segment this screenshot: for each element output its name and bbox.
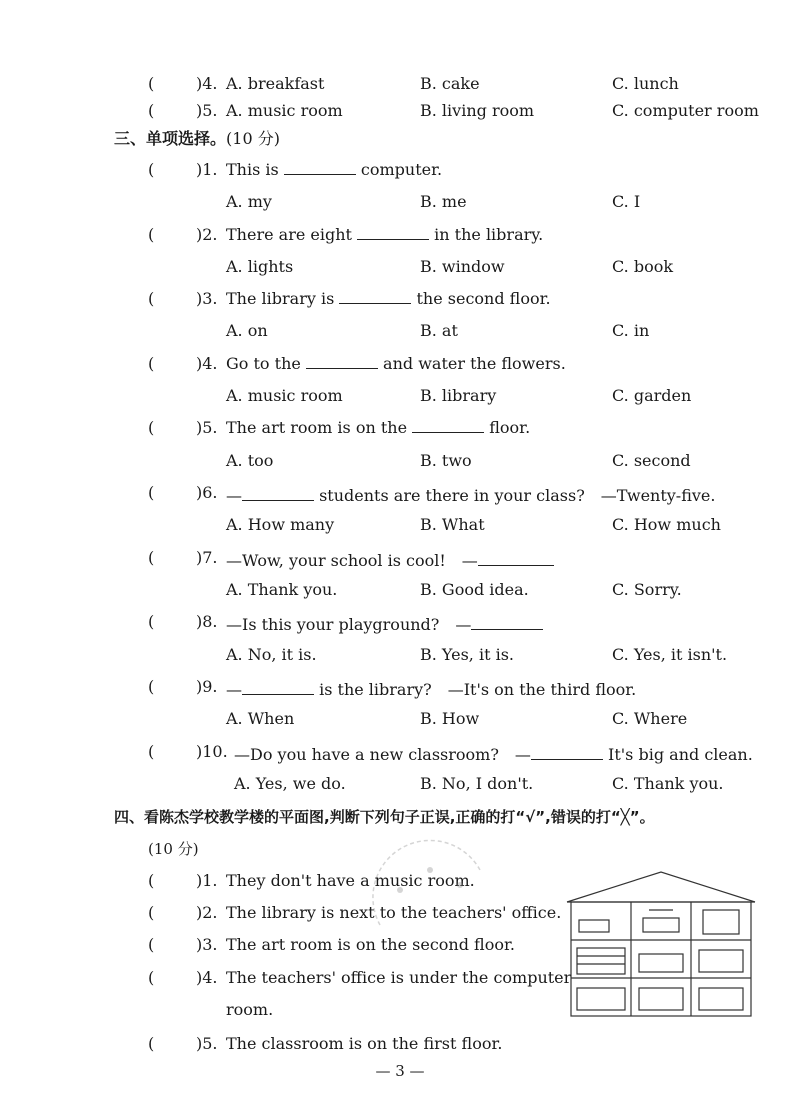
stamp-watermark-icon bbox=[360, 830, 500, 940]
answer-blank[interactable] bbox=[531, 745, 603, 760]
answer-blank[interactable] bbox=[242, 486, 314, 501]
question-number: )4. bbox=[196, 968, 218, 987]
question-number: )5. bbox=[196, 418, 218, 437]
section-score: (10 分) bbox=[148, 840, 199, 858]
answer-paren[interactable]: ( bbox=[148, 289, 155, 308]
option-a: A. too bbox=[226, 451, 274, 470]
question-number: )7. bbox=[196, 548, 218, 567]
answer-blank[interactable] bbox=[339, 289, 411, 304]
option-b: B. living room bbox=[420, 101, 535, 120]
option-a: A. on bbox=[226, 321, 268, 340]
answer-paren[interactable]: ( bbox=[148, 871, 155, 890]
question-number: )4. bbox=[196, 74, 218, 93]
option-b: B. window bbox=[420, 257, 505, 276]
answer-paren[interactable]: ( bbox=[148, 935, 155, 954]
question-text: The library is the second floor. bbox=[226, 289, 551, 308]
answer-blank[interactable] bbox=[471, 615, 543, 630]
answer-blank[interactable] bbox=[306, 354, 378, 369]
section-score: (10 分) bbox=[226, 129, 280, 148]
option-a: A. Thank you. bbox=[226, 580, 338, 599]
answer-paren[interactable]: ( bbox=[148, 742, 155, 761]
page-number: — 3 — bbox=[375, 1062, 425, 1080]
option-a: A. How many bbox=[226, 515, 335, 534]
option-b: B. cake bbox=[420, 74, 480, 93]
statement-text: The library is next to the teachers' office. bbox=[226, 903, 562, 922]
option-c: C. second bbox=[612, 451, 691, 470]
answer-paren[interactable]: ( bbox=[148, 483, 155, 502]
option-b: B. Good idea. bbox=[420, 580, 529, 599]
option-b: B. library bbox=[420, 386, 497, 405]
option-c: C. in bbox=[612, 321, 650, 340]
question-text: Go to the and water the flowers. bbox=[226, 354, 566, 373]
question-number: )3. bbox=[196, 289, 218, 308]
option-a: A. When bbox=[226, 709, 295, 728]
question-number: )8. bbox=[196, 612, 218, 631]
option-b: B. two bbox=[420, 451, 472, 470]
school-building-illustration bbox=[563, 870, 759, 1018]
question-number: )10. bbox=[196, 742, 228, 761]
option-a: A. music room bbox=[226, 101, 343, 120]
option-a: A. my bbox=[226, 192, 272, 211]
answer-paren[interactable]: ( bbox=[148, 677, 155, 696]
answer-paren[interactable]: ( bbox=[148, 225, 155, 244]
answer-blank[interactable] bbox=[242, 680, 314, 695]
option-c: C. Thank you. bbox=[612, 774, 724, 793]
section-title: 三、单项选择。 bbox=[114, 129, 227, 148]
option-a: A. lights bbox=[226, 257, 294, 276]
question-number: )9. bbox=[196, 677, 218, 696]
option-c: C. computer room bbox=[612, 101, 759, 120]
answer-paren[interactable]: ( bbox=[148, 548, 155, 567]
question-number: )4. bbox=[196, 354, 218, 373]
option-c: C. I bbox=[612, 192, 641, 211]
answer-paren[interactable]: ( bbox=[148, 903, 155, 922]
option-c: C. Where bbox=[612, 709, 688, 728]
option-b: B. Yes, it is. bbox=[420, 645, 514, 664]
answer-blank[interactable] bbox=[412, 418, 484, 433]
question-text: The art room is on the floor. bbox=[226, 418, 531, 437]
section-heading bbox=[114, 806, 655, 827]
question-text: —Do you have a new classroom? — It's big and clean. bbox=[234, 745, 753, 764]
option-c: C. lunch bbox=[612, 74, 679, 93]
statement-text: room. bbox=[226, 1000, 274, 1019]
question-number: )3. bbox=[196, 935, 218, 954]
option-b: B. at bbox=[420, 321, 458, 340]
option-a: A. breakfast bbox=[226, 74, 325, 93]
question-number: )1. bbox=[196, 160, 218, 179]
answer-paren[interactable]: ( bbox=[148, 101, 155, 120]
answer-blank[interactable] bbox=[478, 551, 554, 566]
question-number: )2. bbox=[196, 225, 218, 244]
question-number: )6. bbox=[196, 483, 218, 502]
answer-paren[interactable]: ( bbox=[148, 160, 155, 179]
question-number: )5. bbox=[196, 101, 218, 120]
question-number: )2. bbox=[196, 903, 218, 922]
answer-blank[interactable] bbox=[284, 160, 356, 175]
option-a: A. music room bbox=[226, 386, 343, 405]
option-c: C. Yes, it isn't. bbox=[612, 645, 728, 664]
section-heading bbox=[114, 126, 280, 149]
option-b: B. How bbox=[420, 709, 480, 728]
answer-paren[interactable]: ( bbox=[148, 418, 155, 437]
question-text: —Wow, your school is cool! — bbox=[226, 548, 554, 571]
answer-paren[interactable]: ( bbox=[148, 354, 155, 373]
question-number: )5. bbox=[196, 1034, 218, 1053]
option-a: A. Yes, we do. bbox=[234, 774, 346, 793]
option-a: A. No, it is. bbox=[226, 645, 317, 664]
answer-paren[interactable]: ( bbox=[148, 74, 155, 93]
option-b: B. What bbox=[420, 515, 485, 534]
option-c: C. garden bbox=[612, 386, 692, 405]
answer-paren[interactable]: ( bbox=[148, 612, 155, 631]
question-text: — students are there in your class? —Twenty-five. bbox=[226, 486, 716, 505]
option-c: C. book bbox=[612, 257, 674, 276]
question-text: —Is this your playground? — bbox=[226, 612, 543, 635]
section-title: 四、看陈杰学校教学楼的平面图,判断下列句子正误,正确的打“√”,错误的打“╳”。 bbox=[114, 808, 655, 826]
statement-text: The art room is on the second floor. bbox=[226, 935, 515, 954]
statement-text: The teachers' office is under the computer bbox=[226, 968, 572, 987]
question-text: This is computer. bbox=[226, 160, 443, 179]
answer-paren[interactable]: ( bbox=[148, 968, 155, 987]
option-c: C. How much bbox=[612, 515, 721, 534]
option-c: C. Sorry. bbox=[612, 580, 682, 599]
statement-text: They don't have a music room. bbox=[226, 871, 475, 890]
answer-paren[interactable]: ( bbox=[148, 1034, 155, 1053]
answer-blank[interactable] bbox=[357, 225, 429, 240]
option-b: B. me bbox=[420, 192, 467, 211]
question-text: — is the library? —It's on the third floor. bbox=[226, 680, 637, 699]
statement-text: The classroom is on the first floor. bbox=[226, 1034, 503, 1053]
option-b: B. No, I don't. bbox=[420, 774, 534, 793]
question-text: There are eight in the library. bbox=[226, 225, 544, 244]
question-number: )1. bbox=[196, 871, 218, 890]
